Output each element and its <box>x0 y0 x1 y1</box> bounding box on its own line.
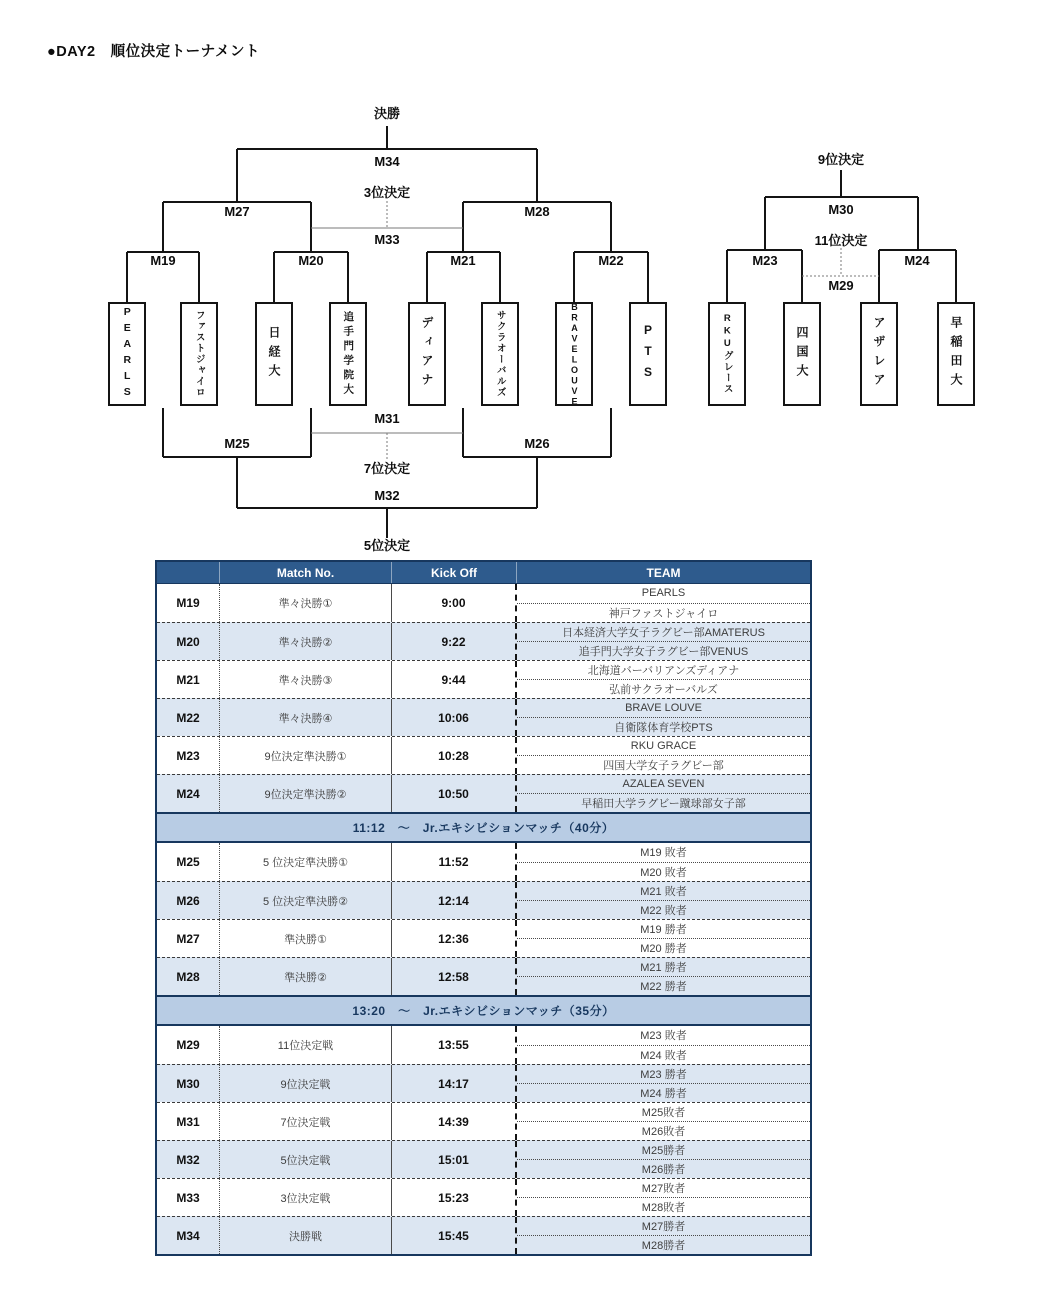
table-row-m33 <box>157 1178 810 1216</box>
match-id: M34 <box>157 1217 220 1254</box>
team-2: M28敗者 <box>641 1202 686 1214</box>
team-1: BRAVE LOUVE <box>517 699 810 718</box>
team-box-pearls: PEARLS <box>108 302 146 406</box>
match-name: 7位決定戦 <box>220 1103 392 1140</box>
match-name: 11位決定戦 <box>220 1026 392 1064</box>
kickoff-time: 12:58 <box>392 958 517 995</box>
header-kick-off: Kick Off <box>392 562 517 583</box>
team-2: M24 勝者 <box>640 1088 687 1100</box>
team-1: M21 敗者 <box>517 882 810 901</box>
team-2: M20 敗者 <box>640 866 687 879</box>
team-1: M27勝者 <box>517 1217 810 1236</box>
bracket-match-m22: M22 <box>598 253 624 268</box>
team-cell <box>517 584 810 622</box>
table-row-m30 <box>157 1064 810 1102</box>
team-2: M22 勝者 <box>640 981 687 993</box>
team-box-shikoku-univ: 四国大 <box>783 302 821 406</box>
header-match-id-spacer <box>157 562 220 583</box>
team-2: M20 勝者 <box>640 943 687 955</box>
team-1: M21 勝者 <box>517 958 810 977</box>
team-1: M19 勝者 <box>517 920 810 939</box>
match-id: M31 <box>157 1103 220 1140</box>
kickoff-time: 9:00 <box>392 584 517 622</box>
kickoff-time: 11:52 <box>392 843 517 881</box>
kickoff-time: 9:44 <box>392 661 517 698</box>
table-row-m23 <box>157 736 810 774</box>
match-id: M28 <box>157 958 220 995</box>
team-cell <box>517 737 810 774</box>
table-row-m21 <box>157 660 810 698</box>
team-1: AZALEA SEVEN <box>517 775 810 794</box>
team-cell <box>517 775 810 812</box>
bracket-match-m21: M21 <box>450 253 476 268</box>
kickoff-time: 10:06 <box>392 699 517 736</box>
kickoff-time: 10:28 <box>392 737 517 774</box>
bracket-match-m32: M32 <box>374 488 400 503</box>
team-2: 神戸ファストジャイロ <box>608 607 719 620</box>
match-name: 準々決勝② <box>220 623 392 660</box>
table-row-m34 <box>157 1216 810 1254</box>
team-cell <box>517 958 810 995</box>
match-id: M27 <box>157 920 220 957</box>
team-1: M25勝者 <box>517 1141 810 1160</box>
team-cell <box>517 1179 810 1216</box>
team-cell <box>517 843 810 881</box>
match-name: 9位決定戦 <box>220 1065 392 1102</box>
team-cell <box>517 661 810 698</box>
match-id: M24 <box>157 775 220 812</box>
team-box-pts: PTS <box>629 302 667 406</box>
team-2: M26敗者 <box>641 1126 686 1138</box>
match-id: M32 <box>157 1141 220 1178</box>
team-1: M25敗者 <box>517 1103 810 1122</box>
match-id: M23 <box>157 737 220 774</box>
team-box-sakura-ovals: サクラオーバルズ <box>481 302 519 406</box>
team-cell <box>517 1141 810 1178</box>
team-cell <box>517 623 810 660</box>
table-row-m26 <box>157 881 810 919</box>
kickoff-time: 15:45 <box>392 1217 517 1254</box>
match-id: M21 <box>157 661 220 698</box>
header-match-no: Match No. <box>220 562 392 583</box>
match-id: M33 <box>157 1179 220 1216</box>
match-id: M20 <box>157 623 220 660</box>
team-2: 早稲田大学ラグビー蹴球部女子部 <box>581 798 746 810</box>
team-box-nikkei-univ: 日経大 <box>255 302 293 406</box>
bracket-match-m27: M27 <box>224 204 250 219</box>
session-banner-jr-exhibition-2: 13:20 ～ Jr.エキシビションマッチ（35分） <box>157 995 810 1026</box>
team-2: M26勝者 <box>641 1164 686 1176</box>
session-banner-jr-exhibition-1: 11:12 ～ Jr.エキシビションマッチ（40分） <box>157 812 810 843</box>
match-name: 準々決勝① <box>220 584 392 622</box>
bracket-label-final: 決勝 <box>373 106 401 121</box>
match-name: 準々決勝④ <box>220 699 392 736</box>
team-box-rku-grace: RKUグレース <box>708 302 746 406</box>
match-name: 9位決定準決勝② <box>220 775 392 812</box>
tournament-bracket <box>0 0 1038 556</box>
team-1: M27敗者 <box>517 1179 810 1198</box>
kickoff-time: 9:22 <box>392 623 517 660</box>
team-cell <box>517 920 810 957</box>
match-name: 5 位決定準決勝① <box>220 843 392 881</box>
team-box-brave-louve: BRAVELOUVE <box>555 302 593 406</box>
table-row-m28 <box>157 957 810 995</box>
kickoff-time: 15:23 <box>392 1179 517 1216</box>
bracket-match-m28: M28 <box>524 204 550 219</box>
kickoff-time: 10:50 <box>392 775 517 812</box>
team-2: 四国大学女子ラグビー部 <box>603 760 724 772</box>
team-1: 日本経済大学女子ラグビー部AMATERUS <box>517 623 810 642</box>
match-id: M26 <box>157 882 220 919</box>
bracket-label-fifth-place: 5位決定 <box>363 538 411 553</box>
kickoff-time: 14:39 <box>392 1103 517 1140</box>
bracket-match-m25: M25 <box>224 436 250 451</box>
table-row-m20 <box>157 622 810 660</box>
bracket-match-m29: M29 <box>828 278 854 293</box>
bracket-match-m34: M34 <box>374 154 400 169</box>
match-id: M30 <box>157 1065 220 1102</box>
match-id: M25 <box>157 843 220 881</box>
team-box-azalea: アザレア <box>860 302 898 406</box>
team-cell <box>517 1103 810 1140</box>
match-id: M29 <box>157 1026 220 1064</box>
team-2: M24 敗者 <box>640 1049 687 1062</box>
kickoff-time: 13:55 <box>392 1026 517 1064</box>
table-row-m22 <box>157 698 810 736</box>
table-row-m32 <box>157 1140 810 1178</box>
table-row-m24 <box>157 774 810 812</box>
bracket-match-m26: M26 <box>524 436 550 451</box>
bracket-label-ninth-place: 9位決定 <box>817 152 865 167</box>
team-box-otemon-gakuin-univ: 追手門学院大 <box>329 302 367 406</box>
team-1: 北海道バーバリアンズディアナ <box>517 661 810 680</box>
team-2: M22 敗者 <box>640 905 687 917</box>
bracket-match-m23: M23 <box>752 253 778 268</box>
bracket-label-eleventh-place: 11位決定 <box>814 233 868 248</box>
team-1: M19 敗者 <box>517 843 810 863</box>
kickoff-time: 15:01 <box>392 1141 517 1178</box>
bracket-label-third-place: 3位決定 <box>363 185 411 200</box>
schedule-table <box>155 560 812 1256</box>
table-row-m31 <box>157 1102 810 1140</box>
team-cell <box>517 882 810 919</box>
match-id: M19 <box>157 584 220 622</box>
team-2: M28勝者 <box>641 1240 686 1252</box>
team-cell <box>517 1065 810 1102</box>
bracket-match-m31: M31 <box>374 411 400 426</box>
kickoff-time: 12:36 <box>392 920 517 957</box>
match-name: 準決勝② <box>220 958 392 995</box>
team-box-fast-gyro: ファストジャイロ <box>180 302 218 406</box>
page-title: ●DAY2 順位決定トーナメント <box>47 44 261 60</box>
table-row-m25 <box>157 843 810 881</box>
bracket-match-m24: M24 <box>904 253 930 268</box>
bracket-match-m30: M30 <box>828 202 854 217</box>
team-cell <box>517 699 810 736</box>
match-name: 9位決定準決勝① <box>220 737 392 774</box>
match-name: 5 位決定準決勝② <box>220 882 392 919</box>
team-1: M23 敗者 <box>517 1026 810 1046</box>
bracket-match-m19: M19 <box>150 253 176 268</box>
team-2: 追手門大学女子ラグビー部VENUS <box>578 646 749 658</box>
match-name: 5位決定戦 <box>220 1141 392 1178</box>
team-box-diana: ディアナ <box>408 302 446 406</box>
bracket-match-m20: M20 <box>298 253 324 268</box>
team-1: PEARLS <box>517 584 810 604</box>
team-1: RKU GRACE <box>517 737 810 756</box>
team-2: 弘前サクラオーバルズ <box>609 684 718 696</box>
team-cell <box>517 1026 810 1064</box>
kickoff-time: 12:14 <box>392 882 517 919</box>
team-1: M23 勝者 <box>517 1065 810 1084</box>
team-cell <box>517 1217 810 1254</box>
bracket-lines <box>0 0 1038 556</box>
table-header-row <box>157 562 810 584</box>
match-name: 決勝戦 <box>220 1217 392 1254</box>
header-team: TEAM <box>646 565 681 580</box>
match-name: 準々決勝③ <box>220 661 392 698</box>
table-row-m19 <box>157 584 810 622</box>
team-box-waseda-univ: 早稲田大 <box>937 302 975 406</box>
kickoff-time: 14:17 <box>392 1065 517 1102</box>
match-name: 準決勝① <box>220 920 392 957</box>
table-row-m27 <box>157 919 810 957</box>
match-name: 3位決定戦 <box>220 1179 392 1216</box>
bracket-label-seventh-place: 7位決定 <box>363 461 411 476</box>
team-2: 自衛隊体育学校PTS <box>614 722 713 734</box>
match-id: M22 <box>157 699 220 736</box>
bracket-match-m33: M33 <box>374 232 400 247</box>
table-row-m29 <box>157 1026 810 1064</box>
